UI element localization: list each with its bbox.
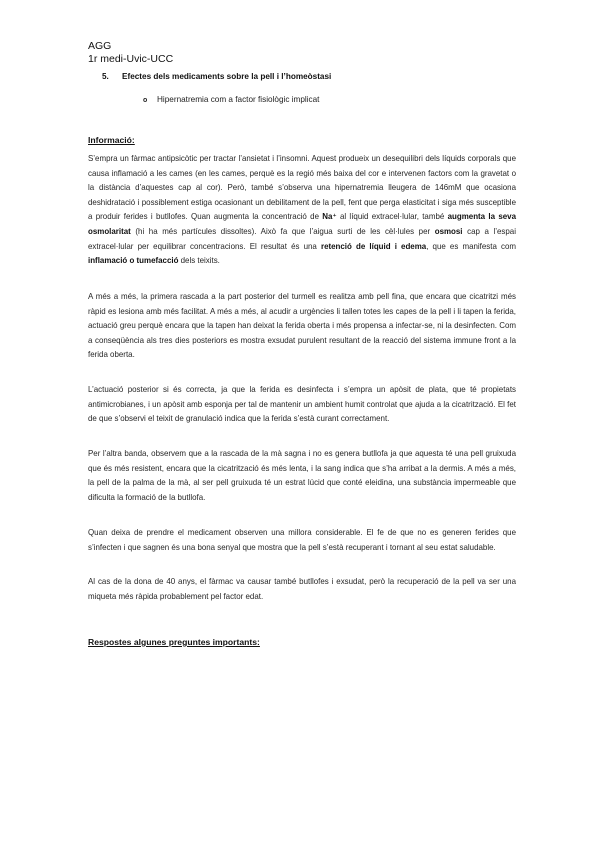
answers-heading: Respostes algunes preguntes importants: — [88, 637, 260, 647]
p1-text-4: cap a l’espai extracel·lular per equilibrar concentracions. El resultat és una — [88, 226, 516, 251]
header-course: 1r medi-Uvic-UCC — [88, 53, 174, 65]
p1-text-5: , que es manifesta com — [426, 241, 516, 251]
subitem — [143, 95, 319, 104]
p1-text-2: al líquid extracel·lular, també — [336, 212, 448, 222]
p1-text-6: dels teixits. — [178, 256, 220, 266]
header-author: AGG — [88, 40, 112, 52]
section-title: Efectes dels medicaments sobre la pell i l’homeòstasi — [122, 72, 332, 81]
bullet-marker: o — [143, 97, 148, 104]
p1-bold-inflammation: inflamació o tumefacció — [88, 256, 179, 266]
info-heading: Informació: — [88, 135, 135, 145]
paragraph-1 — [88, 152, 516, 269]
p1-bold-sodium: Na⁺ — [322, 212, 337, 222]
subitem-text: Hipernatremia com a factor fisiològic implicat — [157, 95, 320, 104]
p1-bold-osmolarity: augmenta la seva osmolaritat — [88, 212, 516, 236]
p1-bold-retention: retenció de líquid i edema — [320, 241, 427, 251]
p1-bold-osmosis: osmosi — [434, 226, 463, 236]
p1-text-3: (hi ha més partícules dissoltes). Això fa que l’aigua surti de les cèl·lules per — [130, 226, 435, 236]
section-heading — [102, 72, 331, 81]
p1-text-1: S’empra un fàrmac antipsicòtic per tractar l’ansietat i l’insomni. Aquest produeix un desequilibri dels líquids corporals que causa inflamació a les cames (en les cames, perquè es la regió més baixa del cor e intervenen factors com la gravetat o la distància d’aquestes cap al cor). Però, també s’observa una hipernatremia lleugera de 146mM que ocasiona deshidratació i possiblement estiga ocasionant un debilitament de la pell, fent que perga elasticitat i siga més susceptible a produir ferides i butllofes. Quan augmenta la concentració de — [88, 154, 516, 222]
paragraph-2: A més a més, la primera rascada a la part posterior del turmell es realitza amb pell fina, que encara que cicatritzi més ràpid es lesiona amb més facilitat. A més a més, al acudir a urgències li tallen totes les capes de la pell i li tapen la ferida, actuació greu perquè encara que la tapen han deixat la ferida oberta i més propensa a infectar-se, ni la desinfecten. Com a conseqüència als tres dies posteriors es mostra exsudat purulent resultant de la reacció del sistema immune front a la ferida oberta. — [88, 292, 516, 360]
paragraph-3: L’actuació posterior si és correcta, ja que la ferida es desinfecta i s’empra un apòsit de plata, que té propietats antimicrobianes, i un apòsit amb esponja per tal de mantenir un ambient humit controlat que ajuda a la cicatrització. El fet de que s’observi el teixit de granulació indica que la ferida s’està curant correctament. — [88, 385, 516, 424]
paragraph-4: Per l’altra banda, observem que a la rascada de la mà sagna i no es genera butllofa ja que aquesta té una pell gruixuda que és més resistent, encara que la cicatrització és més lenta, i la sang indica que s’ha arribat a la dermis. A més a més, la pell de la palma de la mà, al ser pell gruixuda té un estrat lúcid que conté eleidina, una substància impermeable que dificulta la formació de la butllofa. — [88, 449, 516, 502]
paragraph-6: Al cas de la dona de 40 anys, el fàrmac va causar també butllofes i exsudat, però la recuperació de la pell va ser una miqueta més ràpida probablement pel factor edat. — [88, 577, 516, 601]
paragraph-5: Quan deixa de prendre el medicament observen una millora considerable. El fe de que no es generen ferides que s’infecten i que sagnen és una bona senyal que mostra que la pell s’està recuperant i tornant al seu estat saludable. — [88, 528, 516, 552]
section-number: 5. — [102, 72, 109, 81]
